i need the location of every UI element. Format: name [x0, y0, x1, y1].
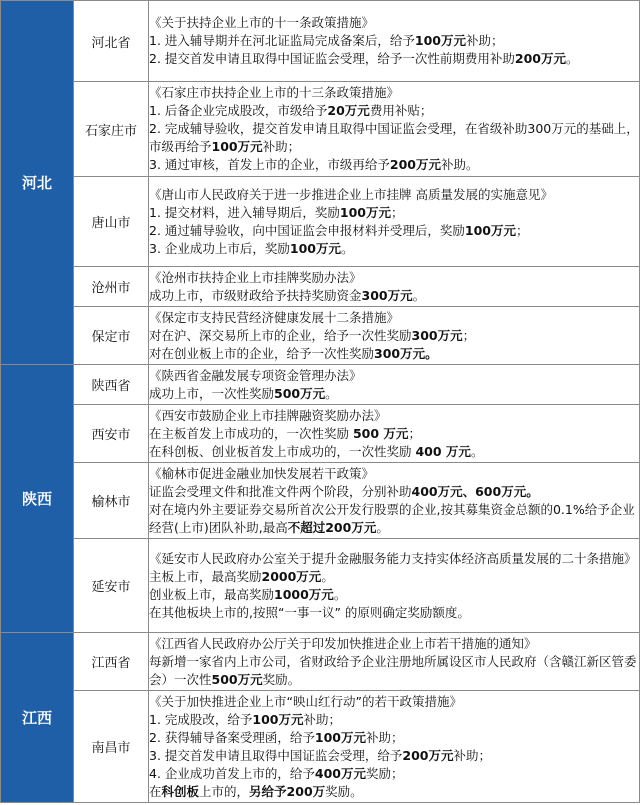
text-segment: 对在境内外主要证券交易所首次公开发行股票的企业,按其募集资金总额的0.1%给予企业经营(上市)团队补助,最高 — [149, 501, 635, 535]
city-cell — [74, 82, 149, 177]
text-segment: 《唐山市人民政府关于进一步推进企业上市挂牌 高质量发展的实施意见》 — [149, 186, 553, 202]
city-label: 南昌市 — [91, 741, 131, 756]
city-cell — [74, 463, 149, 539]
city-cell — [74, 691, 149, 803]
table-row — [1, 365, 640, 405]
amount-highlight: 300万元 — [411, 327, 463, 343]
policy-title — [149, 309, 639, 327]
text-segment: 3. 提交首发申请且取得中国证监会受理，给予 — [149, 747, 403, 763]
policy-cell — [149, 365, 640, 405]
policy-line — [149, 483, 639, 501]
text-segment: 《延安市人民政府办公室关于提升金融服务能力支持实体经济高质量发展的二十条措施》 — [149, 550, 637, 566]
text-segment: 2. 提交首发申请且取得中国证监会受理，给予一次性前期费用补助 — [149, 51, 515, 66]
policy-line — [149, 783, 639, 801]
text-segment: 《石家庄市扶持企业上市的十三条政策措施》 — [149, 85, 400, 100]
policy-line — [149, 156, 639, 174]
policy-cell — [149, 177, 640, 267]
policy-title — [149, 84, 639, 102]
city-label: 江西省 — [91, 656, 131, 671]
policy-line — [149, 32, 639, 50]
policy-line — [149, 604, 639, 622]
policy-cell — [149, 633, 640, 691]
table-row — [1, 307, 640, 365]
text-segment: 奖励。 — [262, 671, 301, 687]
policy-line — [149, 747, 639, 765]
policy-line — [149, 443, 639, 461]
policy-line — [149, 240, 639, 258]
policy-cell — [149, 82, 640, 177]
text-segment: 《沧州市扶持企业上市挂牌奖励办法》 — [149, 269, 362, 285]
policy-cell — [149, 539, 640, 633]
amount-highlight: 100万元 — [314, 729, 366, 745]
text-segment: 1. 完成股改，给予 — [149, 711, 253, 727]
policy-line — [149, 345, 639, 363]
policy-line — [149, 586, 639, 604]
table-row — [1, 691, 640, 803]
text-segment: 《西安市鼓励企业上市挂牌融资奖励办法》 — [149, 407, 387, 423]
text-segment: 对在沪、深交易所上市的企业，给予一次性奖励 — [149, 327, 412, 343]
amount-highlight: 100万元 — [339, 204, 391, 220]
policy-line — [149, 287, 639, 305]
amount-highlight: 200万元 — [402, 747, 454, 763]
amount-highlight: 400万元、600万元。 — [411, 483, 539, 499]
text-segment: ； — [516, 222, 529, 238]
province-cell — [1, 1, 74, 365]
policy-title — [149, 407, 639, 425]
text-segment: 证监会受理文件和批准文件两个阶段，分别补助 — [149, 483, 412, 499]
text-segment: 在其他板块上市的,按照“一事一议” 的原则确定奖励额度。 — [149, 604, 470, 620]
text-segment: 3. 企业成功上市后，奖励 — [149, 240, 290, 256]
city-label: 西安市 — [91, 428, 131, 443]
text-segment: 。 — [412, 287, 426, 303]
amount-highlight: 400万元 — [314, 765, 366, 781]
policy-line — [149, 729, 639, 747]
text-segment: 上市的， — [199, 783, 250, 799]
policy-title — [149, 367, 639, 385]
text-segment: 补助； — [453, 747, 492, 763]
text-segment: 1. 后备企业完成股改，市级给予 — [149, 103, 328, 118]
city-cell — [74, 539, 149, 633]
text-segment: 每新增一家省内上市公司，省财政给予企业注册地所属设区市人民政府（含赣江新区管委会）一次性 — [149, 653, 637, 687]
text-segment: 《关于加快推进企业上市“映山红行动”的若干政策措施》 — [149, 693, 462, 709]
city-cell — [74, 405, 149, 463]
policy-title — [149, 550, 639, 568]
city-cell — [74, 1, 149, 82]
text-segment: 在 — [149, 783, 162, 799]
amount-highlight: 另给予200万 — [249, 783, 326, 799]
policy-line — [149, 568, 639, 586]
text-segment: 补助； — [303, 711, 342, 727]
text-segment: 。 — [470, 443, 484, 459]
policy-cell — [149, 1, 640, 82]
policy-line — [149, 765, 639, 783]
province-label: 江西 — [21, 709, 52, 727]
text-segment: 《江西省人民政府办公厅关于印发加快推进企业上市若干措施的通知》 — [149, 635, 537, 651]
amount-highlight: 500 万元 — [352, 425, 409, 441]
amount-highlight: 500万元 — [211, 671, 263, 687]
table-row — [1, 177, 640, 267]
text-segment: 创业板上市，最高奖励 — [149, 586, 275, 602]
text-segment: 3. 通过审核，首发上市的企业，市级再给予 — [149, 157, 390, 172]
city-cell — [74, 365, 149, 405]
text-segment: 1. 提交材料，进入辅导期后，奖励 — [149, 204, 340, 220]
city-label: 陕西省 — [91, 379, 131, 394]
amount-highlight: 100万元 — [289, 240, 341, 256]
text-segment: 。 — [376, 519, 389, 535]
text-segment: 2. 通过辅导验收，向中国证监会申报材料并受理后，奖励 — [149, 222, 465, 238]
text-segment: 补助； — [366, 729, 404, 745]
text-segment: 《关于扶持企业上市的十一条政策措施》 — [149, 15, 375, 30]
amount-highlight: 科创板 — [161, 783, 200, 799]
amount-highlight: 100万元 — [211, 139, 263, 154]
table-row — [1, 539, 640, 633]
text-segment: 。 — [566, 51, 579, 66]
text-segment: 补助； — [466, 33, 504, 48]
city-cell — [74, 307, 149, 365]
policy-cell — [149, 463, 640, 539]
policy-line — [149, 501, 639, 537]
text-segment: 对在创业板上市的企业，给予一次性奖励 — [149, 345, 375, 361]
amount-highlight: 100万元 — [414, 33, 466, 48]
text-segment: 《保定市支持民营经济健康发展十二条措施》 — [149, 309, 400, 325]
table-row — [1, 82, 640, 177]
text-segment: ； — [408, 425, 421, 441]
city-cell — [74, 633, 149, 691]
text-segment: 4. 企业成功首发上市的，给予 — [149, 765, 315, 781]
city-label: 河北省 — [91, 35, 131, 51]
text-segment: 奖励。 — [325, 783, 363, 799]
policy-title — [149, 465, 639, 483]
policy-line — [149, 50, 639, 68]
policy-cell — [149, 267, 640, 307]
table-row — [1, 633, 640, 691]
text-segment: 。 — [333, 586, 347, 602]
city-label: 沧州市 — [91, 281, 131, 296]
text-segment: 2. 获得辅导备案受理函，给予 — [149, 729, 315, 745]
amount-highlight: 1000万元 — [274, 586, 334, 602]
text-segment: 《陕西省金融发展专项资金管理办法》 — [149, 367, 362, 383]
province-label: 河北 — [21, 174, 52, 192]
text-segment: 主板上市，最高奖励 — [149, 568, 262, 584]
table-row — [1, 405, 640, 463]
amount-highlight: 200万元 — [514, 51, 566, 66]
province-cell — [1, 633, 74, 803]
amount-highlight: 300万元。 — [374, 345, 438, 361]
text-segment: 在科创板、创业板首发上市成功的，一次性奖励 — [149, 443, 416, 459]
policy-line — [149, 102, 639, 120]
table-row — [1, 1, 640, 82]
policy-title — [149, 186, 639, 204]
province-cell — [1, 365, 74, 633]
amount-highlight: 500万元 — [274, 385, 326, 401]
policy-line — [149, 204, 639, 222]
city-cell — [74, 267, 149, 307]
policy-line — [149, 120, 639, 156]
policy-cell — [149, 307, 640, 365]
policy-title — [149, 693, 639, 711]
amount-highlight: 100万元 — [252, 711, 304, 727]
policy-line — [149, 385, 639, 403]
policy-line — [149, 653, 639, 689]
amount-highlight: 400 万元 — [415, 443, 471, 459]
city-label: 延安市 — [91, 580, 131, 595]
policy-table-body — [1, 1, 640, 803]
text-segment: 成功上市，市级财政给予扶持奖励资金 — [149, 287, 362, 303]
policy-cell — [149, 691, 640, 803]
policy-title — [149, 635, 639, 653]
city-label: 榆林市 — [91, 495, 131, 510]
amount-highlight: 20万元 — [327, 103, 370, 118]
city-label: 石家庄市 — [84, 123, 137, 139]
amount-highlight: 100万元 — [464, 222, 516, 238]
city-label: 唐山市 — [91, 216, 131, 231]
text-segment: 补助。 — [441, 157, 479, 172]
text-segment: 2. 完成辅导验收，提交首发申请且取得中国证监会受理，在省级补助300万元的基础上，市级再给予 — [149, 121, 639, 154]
city-cell — [74, 177, 149, 267]
text-segment: 。 — [325, 385, 338, 401]
policy-title — [149, 269, 639, 287]
policy-line — [149, 425, 639, 443]
amount-highlight: 2000万元 — [261, 568, 322, 584]
policy-line — [149, 222, 639, 240]
amount-highlight: 不超过200万元 — [287, 519, 377, 535]
city-label: 保定市 — [91, 330, 131, 345]
text-segment: 费用补贴； — [369, 103, 433, 118]
policy-line — [149, 327, 639, 345]
text-segment: ； — [391, 204, 404, 220]
text-segment: 《榆林市促进金融业加快发展若干政策》 — [149, 465, 375, 481]
policy-line — [149, 711, 639, 729]
text-segment: 在主板首发上市成功的，一次性奖励 — [149, 425, 353, 441]
policy-title — [149, 14, 639, 32]
amount-highlight: 300万元 — [361, 287, 413, 303]
text-segment: 补助； — [262, 139, 301, 154]
policy-cell — [149, 405, 640, 463]
text-segment: 成功上市，一次性奖励 — [149, 385, 275, 401]
table-row — [1, 463, 640, 539]
text-segment: 。 — [341, 240, 354, 256]
amount-highlight: 200万元 — [389, 157, 441, 172]
text-segment: ； — [462, 327, 476, 343]
province-label: 陕西 — [21, 490, 52, 508]
text-segment: 。 — [321, 568, 334, 584]
table-row — [1, 267, 640, 307]
text-segment: 奖励； — [366, 765, 404, 781]
text-segment: 1. 进入辅导期并在河北证监局完成备案后，给予 — [149, 33, 415, 48]
